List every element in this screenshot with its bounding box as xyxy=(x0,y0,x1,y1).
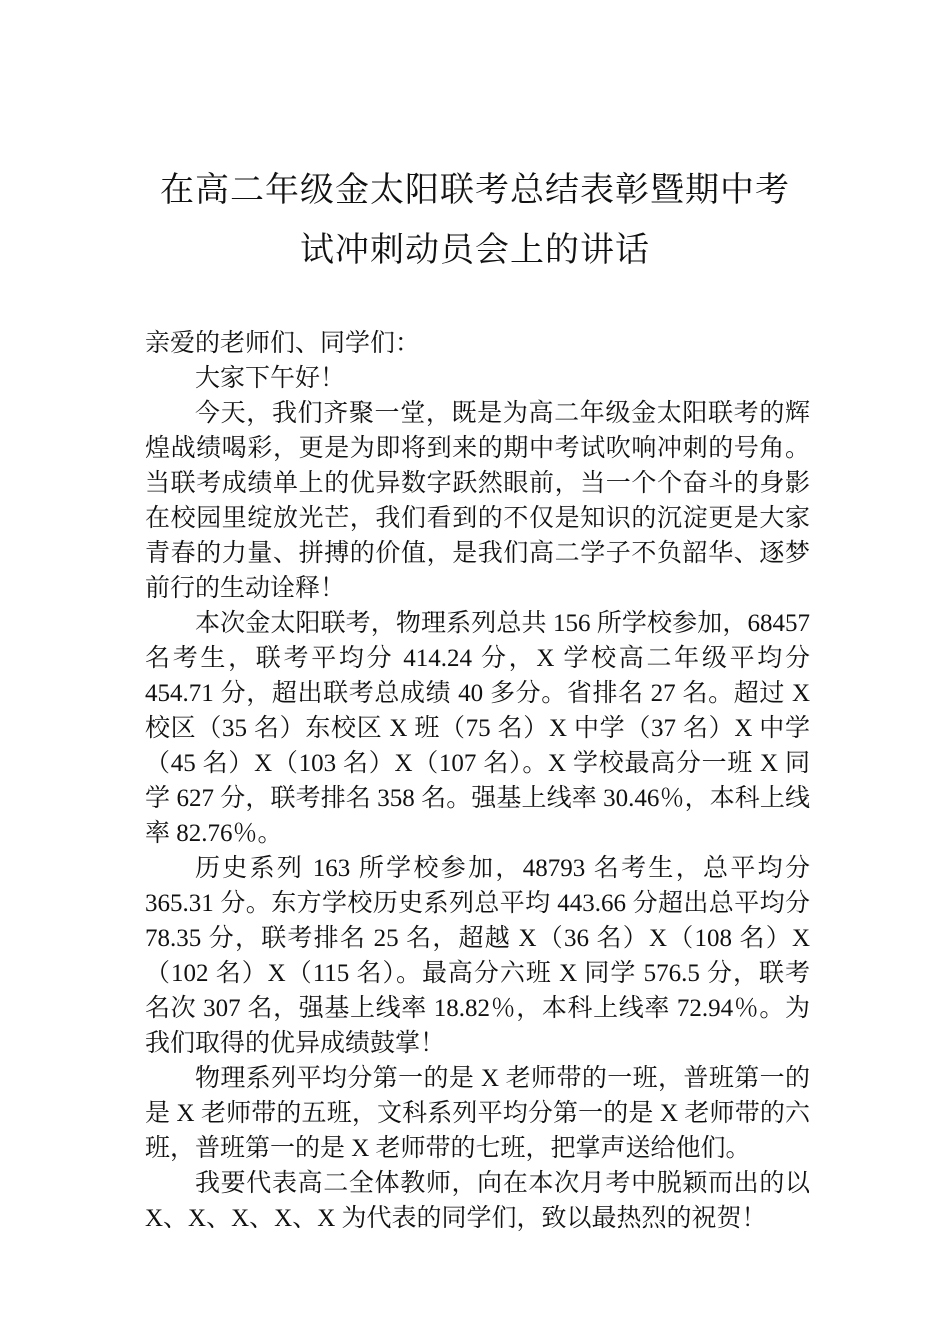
paragraph-class-rankings: 物理系列平均分第一的是 X 老师带的一班，普班第一的是 X 老师带的五班，文科系列平均分第一的是 X 老师带的六班，普班第一的是 X 老师带的七班，把掌声送给他们。 xyxy=(145,1065,810,1162)
title-line-1: 在高二年级金太阳联考总结表彰暨期中考 xyxy=(160,170,790,210)
paragraph-physics-results: 本次金太阳联考，物理系列总共 156 所学校参加，68457 名考生，联考平均分 414.24 分，X 学校高二年级平均分 454.71 分，超出联考总成绩 40 多分。省排名 27 名。超过 X 校区（35 名）东校区 X 班（75 名）X 中学（37 名）X 中学（45 名）X（103 名）X（107 名）。X 学校最高分一班 X 同学 627 分，联考排名 358 名。强基上线率 30.46％，本科上线率 82.76％。 xyxy=(145,610,810,847)
document-title xyxy=(120,160,830,280)
salutation: 亲爱的老师们、同学们： xyxy=(145,330,421,357)
paragraph-history-results: 历史系列 163 所学校参加，48793 名考生，总平均分 365.31 分。东方学校历史系列总平均 443.66 分超出总平均分 78.35 分，联考排名 25 名，超越 X（36 名）X（108 名）X（102 名）X（115 名）。最高分六班 X 同学 576.5 分，联考名次 307 名，强基上线率 18.82％，本科上线率 72.94％。为我们取得的优异成绩鼓掌！ xyxy=(145,855,810,1057)
paragraph-intro: 今天，我们齐聚一堂，既是为高二年级金太阳联考的辉煌战绩喝彩，更是为即将到来的期中考试吹响冲刺的号角。当联考成绩单上的优异数字跃然眼前，当一个个奋斗的身影在校园里绽放光芒，我们看到的不仅是知识的沉淀更是大家青春的力量、拼搏的价值，是我们高二学子不负韶华、逐梦前行的生动诠释！ xyxy=(145,400,810,602)
paragraph-greeting: 大家下午好！ xyxy=(195,365,346,392)
document-body xyxy=(145,326,810,1236)
title-line-2: 试冲刺动员会上的讲话 xyxy=(300,230,650,270)
paragraph-congratulations: 我要代表高二全体教师，向在本次月考中脱颖而出的以 X、X、X、X、X 为代表的同学们，致以最热烈的祝贺！ xyxy=(145,1170,810,1232)
